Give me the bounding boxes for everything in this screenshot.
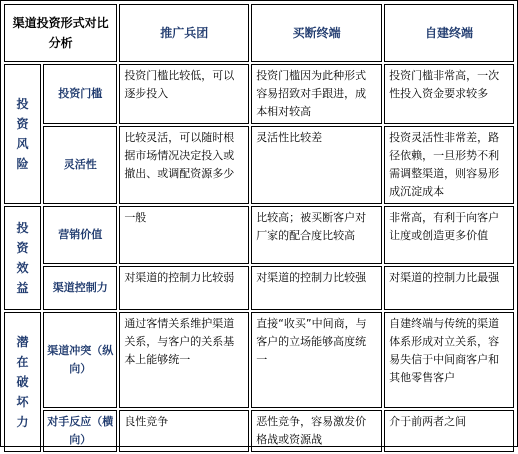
table-cell: 非常高，有利于向客户让度或创造更多价值 [384, 206, 514, 264]
table-cell: 比较高；被买断客户对厂家的配合度比较高 [251, 206, 382, 264]
table-cell: 直接“收买”中间商，与客户的立场能够高度统一 [251, 312, 382, 408]
table-cell: 投资门槛非常高，一次性投入资金要求较多 [384, 64, 514, 124]
column-header-buyout-terminal: 买断终端 [251, 4, 382, 62]
group-label-potential-damage [4, 312, 41, 452]
table-cell: 对渠道的控制力比较强 [251, 266, 382, 310]
table-corner-title: 渠道投资形式对比分析 [4, 4, 117, 62]
table-cell: 恶性竞争，容易激发价格战或资源战 [251, 410, 382, 452]
column-header-promotion-team: 推广兵团 [119, 4, 249, 62]
row-label-flexibility: 灵活性 [43, 126, 117, 204]
group-label-investment-benefit [4, 206, 41, 310]
group-label-investment-risk [4, 64, 41, 204]
channel-investment-comparison-table [2, 2, 516, 454]
table-cell: 投资门槛比较低，可以逐步投入 [119, 64, 249, 124]
group-label-text: 潜在破坏力 [16, 335, 29, 429]
table-row [4, 312, 514, 408]
table-cell: 一般 [119, 206, 249, 264]
table-cell: 投资灵活性非常差，路径依赖，一旦形势不利需调整渠道，则容易形成沉淀成本 [384, 126, 514, 204]
table-cell: 灵活性比较差 [251, 126, 382, 204]
table-row [4, 410, 514, 452]
table-cell: 通过客情关系维护渠道关系，与客户的关系基本上能够统一 [119, 312, 249, 408]
row-label-vertical-channel-conflict: 渠道冲突（纵向） [43, 312, 117, 408]
table-row [4, 64, 514, 124]
table-cell: 自建终端与传统的渠道体系形成对立关系，容易失信于中间商客户和其他零售客户 [384, 312, 514, 408]
table-cell: 对渠道的控制力比较弱 [119, 266, 249, 310]
table-row [4, 266, 514, 310]
row-label-marketing-value: 营销价值 [43, 206, 117, 264]
row-label-horizontal-competitor-reaction: 对手反应（横向） [43, 410, 117, 452]
row-label-channel-control: 渠道控制力 [43, 266, 117, 310]
table-cell: 良性竞争 [119, 410, 249, 452]
header-row [4, 4, 514, 62]
table-cell: 对渠道的控制力比最强 [384, 266, 514, 310]
group-label-text: 投资效益 [16, 221, 29, 295]
column-header-self-built-terminal: 自建终端 [384, 4, 514, 62]
row-label-investment-threshold: 投资门槛 [43, 64, 117, 124]
table-row [4, 206, 514, 264]
table-row [4, 126, 514, 204]
table-cell: 投资门槛因为此种形式容易招致对手跟进，成本相对较高 [251, 64, 382, 124]
group-label-text: 投资风险 [16, 97, 29, 171]
table-cell: 比较灵活，可以随时根据市场情况决定投入或撤出、或调配资源多少 [119, 126, 249, 204]
table-cell: 介于前两者之间 [384, 410, 514, 452]
